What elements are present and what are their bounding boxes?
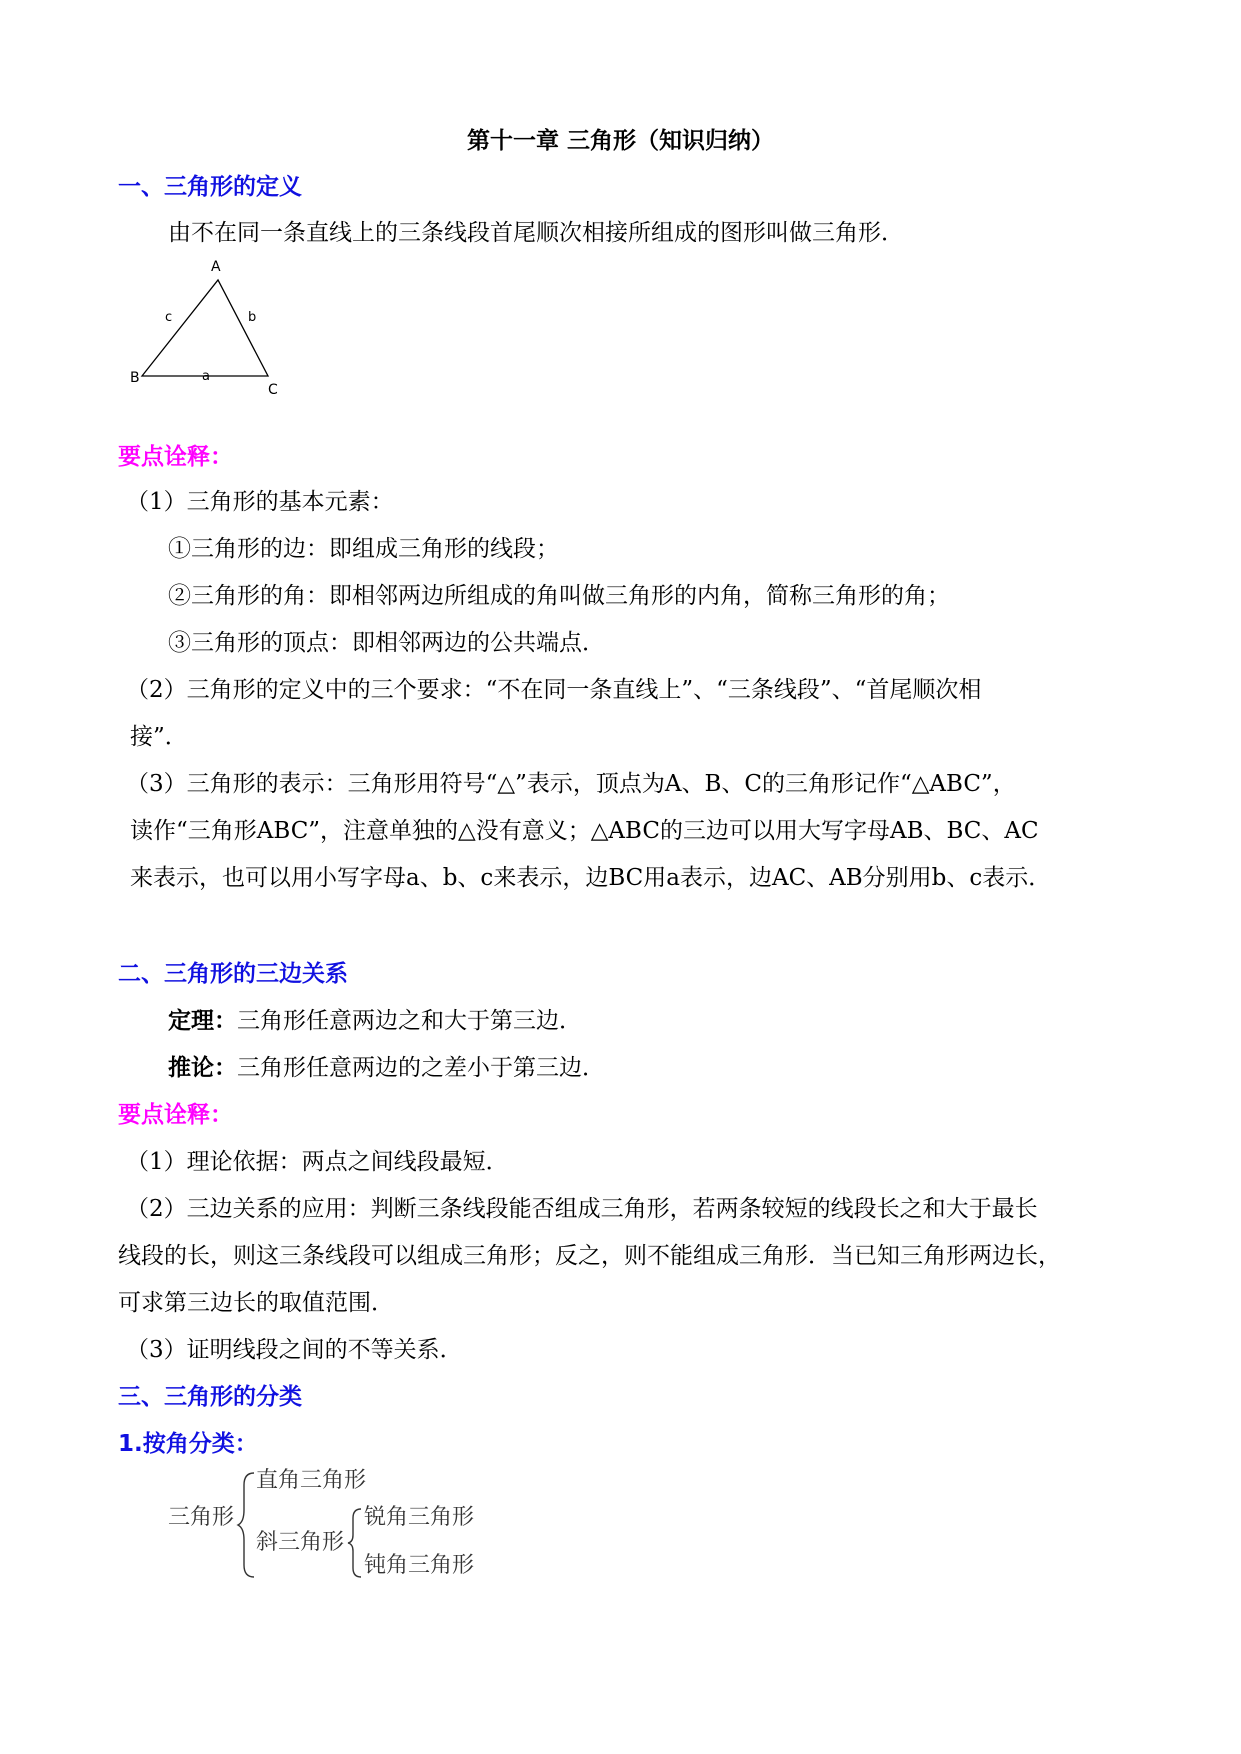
theorem-label: 定理： (168, 1008, 237, 1034)
tree-obtuse-triangle: 钝角三角形 (364, 1553, 475, 1578)
vertex-label-c: C (268, 382, 278, 398)
triangle-shape (142, 280, 268, 376)
note-2-3: （3）证明线段之间的不等关系． (126, 1337, 463, 1363)
theorem-text: 三角形任意两边之和大于第三边． (237, 1008, 582, 1034)
note-1-1a: ①三角形的边：即组成三角形的线段； (168, 536, 559, 562)
note-1-1c: ③三角形的顶点：即相邻两边的公共端点． (168, 630, 605, 656)
note-1-3-line1: （3）三角形的表示：三角形用符号“△”表示，顶点为A、B、C的三角形记作“△ABC”， (126, 771, 1016, 797)
note-1-3-line3: 来表示，也可以用小写字母a、b、c来表示，边BC用a表示，边AC、AB分别用b、c表示． (130, 865, 1052, 891)
note-1-2-line2: 接”． (130, 724, 188, 750)
vertex-label-b: B (130, 370, 140, 386)
definition-text: 由不在同一条直线上的三条线段首尾顺次相接所组成的图形叫做三角形． (168, 220, 904, 246)
tree-brace-2 (346, 1506, 366, 1580)
tree-root: 三角形 (168, 1505, 235, 1530)
notes-heading-2: 要点诠释： (118, 1102, 233, 1128)
note-1-1: （1）三角形的基本元素： (126, 489, 394, 515)
subheading-by-angle: 1.按角分类： (118, 1431, 258, 1457)
section-heading-definition: 一、三角形的定义 (118, 174, 302, 200)
corollary-text: 三角形任意两边的之差小于第三边． (237, 1055, 605, 1081)
note-1-2-line1: （2）三角形的定义中的三个要求：“不在同一条直线上”、“三条线段”、“首尾顺次相 (126, 677, 982, 703)
side-label-a: a (202, 369, 210, 384)
section-heading-classification: 三、三角形的分类 (118, 1384, 302, 1410)
notes-heading-1: 要点诠释： (118, 444, 233, 470)
note-2-2-line3: 可求第三边长的取值范围． (118, 1290, 394, 1316)
tree-acute-triangle: 锐角三角形 (364, 1505, 475, 1530)
side-label-b: b (248, 310, 257, 325)
tree-oblique-triangle: 斜三角形 (256, 1530, 345, 1555)
note-2-1: （1）理论依据：两点之间线段最短． (126, 1149, 509, 1175)
corollary-label: 推论： (168, 1055, 237, 1081)
section-heading-side-relation: 二、三角形的三边关系 (118, 961, 348, 987)
theorem-line (168, 1002, 582, 1035)
side-label-c: c (165, 310, 173, 325)
triangle-figure (130, 258, 300, 408)
page-title: 第十一章 三角形（知识归纳） (466, 128, 774, 154)
note-1-1b: ②三角形的角：即相邻两边所组成的角叫做三角形的内角，简称三角形的角； (168, 583, 950, 609)
note-2-2-line1: （2）三边关系的应用：判断三条线段能否组成三角形，若两条较短的线段长之和大于最长 (126, 1196, 1038, 1222)
note-1-3-line2: 读作“三角形ABC”，注意单独的△没有意义；△ABC的三边可以用大写字母AB、BC、AC (130, 818, 1039, 844)
corollary-line (168, 1049, 605, 1082)
note-2-2-line2: 线段的长，则这三条线段可以组成三角形；反之，则不能组成三角形．当已知三角形两边长， (118, 1243, 1061, 1269)
tree-right-triangle: 直角三角形 (256, 1468, 367, 1493)
vertex-label-a: A (211, 259, 221, 275)
